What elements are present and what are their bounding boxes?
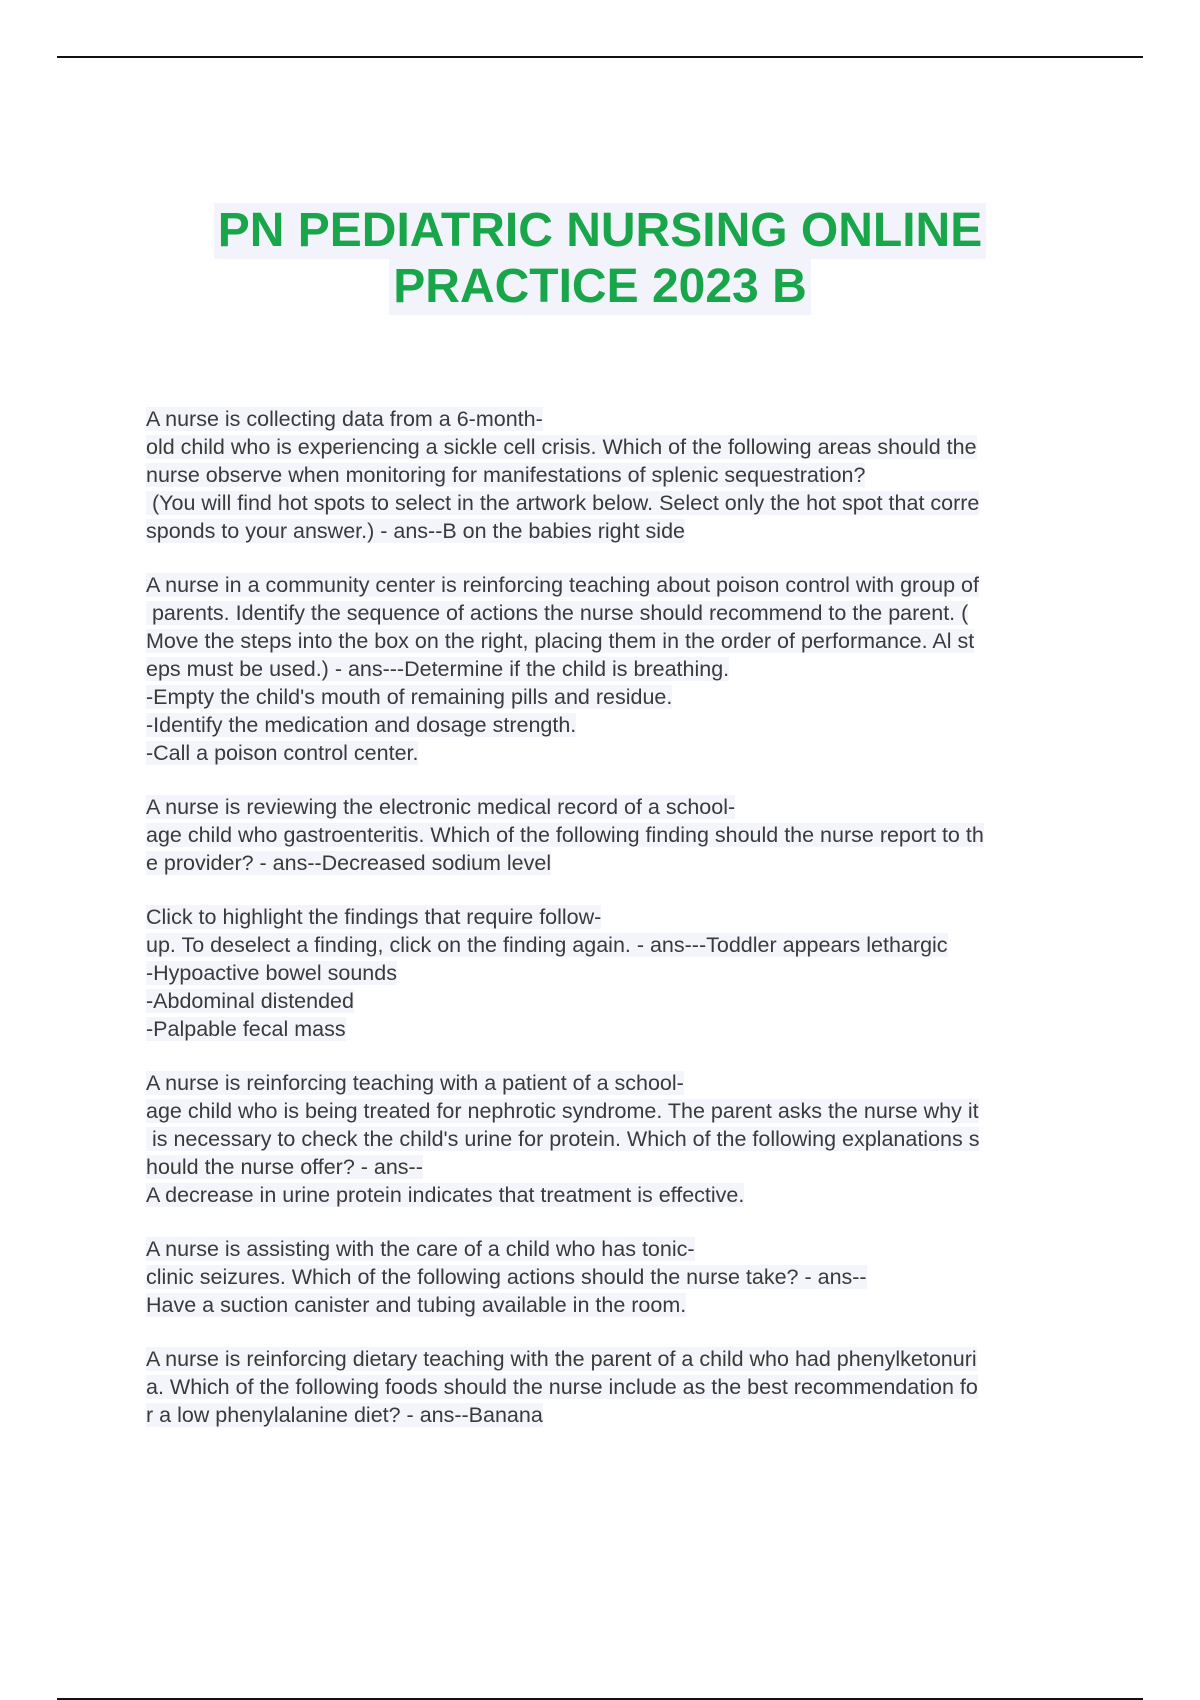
text-line: Click to highlight the findings that require follow- (146, 905, 602, 929)
top-rule (57, 56, 1143, 58)
text-line: up. To deselect a finding, click on the finding again. - ans---Toddler appears lethargic (146, 933, 948, 957)
question-item-6 (146, 1235, 1096, 1319)
text-line: -Abdominal distended (146, 989, 354, 1013)
text-line: sponds to your answer.) - ans--B on the babies right side (146, 519, 685, 543)
text-line: r a low phenylalanine diet? - ans--Banana (146, 1403, 543, 1427)
text-line: clinic seizures. Which of the following actions should the nurse take? - ans-- (146, 1265, 867, 1289)
text-line: A nurse is reviewing the electronic medical record of a school- (146, 795, 736, 819)
text-line: old child who is experiencing a sickle cell crisis. Which of the following areas should the (146, 435, 977, 459)
text-line: parents. Identify the sequence of actions the nurse should recommend to the parent. ( (146, 601, 969, 625)
text-line: -Identify the medication and dosage strength. (146, 713, 577, 737)
question-item-5 (146, 1069, 1096, 1209)
text-line: is necessary to check the child's urine for protein. Which of the following explanations s (146, 1127, 980, 1151)
text-line: Move the steps into the box on the right, placing them in the order of performance. Al st (146, 629, 975, 653)
text-line: A nurse is reinforcing teaching with a patient of a school- (146, 1071, 684, 1095)
text-line: nurse observe when monitoring for manifestations of splenic sequestration? (146, 463, 866, 487)
text-line: A nurse in a community center is reinforcing teaching about poison control with group of (146, 573, 979, 597)
text-line: eps must be used.) - ans---Determine if the child is breathing. (146, 657, 730, 681)
text-line: A decrease in urine protein indicates that treatment is effective. (146, 1183, 745, 1207)
text-line: Have a suction canister and tubing available in the room. (146, 1293, 687, 1317)
text-line: -Palpable fecal mass (146, 1017, 346, 1041)
question-item-3 (146, 793, 1096, 877)
text-line: -Call a poison control center. (146, 741, 419, 765)
text-line: A nurse is collecting data from a 6-month- (146, 407, 543, 431)
question-item-4 (146, 903, 1096, 1043)
text-line: (You will find hot spots to select in the artwork below. Select only the hot spot that corre (146, 491, 980, 515)
text-line: age child who gastroenteritis. Which of the following finding should the nurse report to th (146, 823, 984, 847)
document-body (146, 405, 1096, 1455)
title-line-1: PN PEDIATRIC NURSING ONLINE (214, 203, 986, 259)
question-item-7 (146, 1345, 1096, 1429)
text-line: A nurse is reinforcing dietary teaching with the parent of a child who had phenylketonuri (146, 1347, 977, 1371)
page-title (0, 203, 1200, 315)
text-line: hould the nurse offer? - ans-- (146, 1155, 423, 1179)
text-line: e provider? - ans--Decreased sodium level (146, 851, 552, 875)
text-line: age child who is being treated for nephrotic syndrome. The parent asks the nurse why it (146, 1099, 979, 1123)
question-item-2 (146, 571, 1096, 767)
text-line: A nurse is assisting with the care of a child who has tonic- (146, 1237, 695, 1261)
text-line: -Hypoactive bowel sounds (146, 961, 397, 985)
question-item-1 (146, 405, 1096, 545)
title-line-2: PRACTICE 2023 B (389, 259, 810, 315)
text-line: a. Which of the following foods should the nurse include as the best recommendation fo (146, 1375, 978, 1399)
text-line: -Empty the child's mouth of remaining pills and residue. (146, 685, 673, 709)
